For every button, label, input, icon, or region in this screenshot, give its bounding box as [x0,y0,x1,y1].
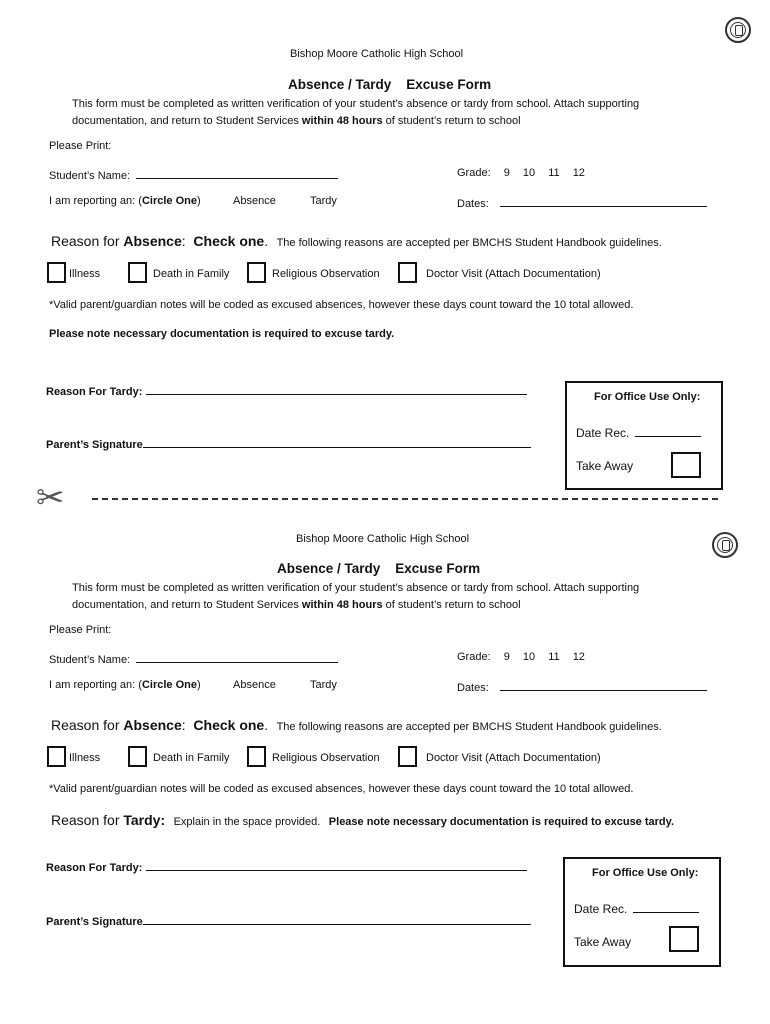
office-use-title-2: For Office Use Only: [592,867,699,879]
death-in-family-label-2: Death in Family [153,752,230,764]
grade-row-2 [457,651,585,663]
parent-signature-field[interactable] [143,436,531,448]
valid-note-2: *Valid parent/guardian notes will be coded as excused absences, however these days count toward the 10 total allowed. [49,783,634,795]
intro-line-2-2 [72,599,521,611]
religious-observation-checkbox-2[interactable] [247,746,266,767]
reporting-circle-one-2: Circle One [141,679,197,691]
intro-text: documentation, and return to Student Services [72,115,302,127]
illness-label-2: Illness [69,752,101,764]
intro-text-end-2: of student’s return to school [382,599,521,611]
dates-label-2: Dates: [457,682,489,694]
doctor-visit-checkbox[interactable] [398,262,417,283]
colon-text-2: : [181,717,194,733]
death-in-family-checkbox-2[interactable] [128,746,147,767]
school-seal-icon-2 [712,532,738,558]
illness-checkbox-2[interactable] [47,746,66,767]
death-in-family-checkbox[interactable] [128,262,147,283]
absence-option-2[interactable]: Absence [233,679,276,691]
colon-text: : [181,233,194,249]
tardy-option[interactable]: Tardy [310,195,337,207]
date-received-row [576,425,701,440]
tardy-word: Tardy: [123,812,166,828]
school-seal-icon [725,17,751,43]
dates-field-2[interactable] [500,679,707,691]
doctor-visit-label: Doctor Visit (Attach Documentation) [426,268,601,280]
reason-absence-heading-2 [51,717,662,735]
take-away-checkbox[interactable] [671,452,701,478]
grade-row [457,167,585,179]
death-in-family-label: Death in Family [153,268,230,280]
intro-line-2 [72,115,521,127]
intro-line-1: This form must be completed as written verification of your student’s absence or tardy from school. Attach supporting [72,98,640,110]
form-title: Absence / Tardy Excuse Form [288,77,492,92]
reason-absence-note: The following reasons are accepted per BMCHS Student Handbook guidelines. [276,237,662,249]
office-use-box-2 [563,857,721,967]
check-one-text: Check one [193,233,265,249]
tardy-option-2[interactable]: Tardy [310,679,337,691]
cut-line [92,498,718,500]
doctor-visit-label-2: Doctor Visit (Attach Documentation) [426,752,601,764]
grade-label-2: Grade: [457,651,491,663]
intro-deadline-2: within 48 hours [301,599,383,611]
grade-11[interactable]: 11 [548,167,560,179]
reason-tardy-label-2: Reason For Tardy: [46,862,143,874]
student-name-row [49,167,338,182]
period-text: . [264,233,269,249]
reason-tardy-field[interactable] [146,383,527,395]
absence-word: Absence [123,233,182,249]
reporting-row-2 [49,679,201,691]
documentation-note-2: Please note necessary documentation is required to excuse tardy. [328,816,674,828]
date-received-label-2: Date Rec. [574,902,628,916]
parent-signature-label: Parent’s Signature [46,439,143,451]
religious-observation-label: Religious Observation [272,268,380,280]
student-name-label: Student’s Name: [49,170,131,182]
grade-12[interactable]: 12 [572,167,585,179]
reason-for-text-2: Reason for [51,717,124,733]
reason-tardy-row-2 [46,859,527,874]
reason-absence-heading [51,233,662,251]
office-use-box [565,381,723,490]
date-received-label: Date Rec. [576,426,630,440]
please-print-label: Please Print: [49,140,112,152]
please-print-label-2: Please Print: [49,624,112,636]
documentation-note: Please note necessary documentation is required to excuse tardy. [49,328,395,340]
dates-field[interactable] [500,195,707,207]
take-away-label-2: Take Away [574,935,632,949]
reporting-label: I am reporting an: ( [49,195,142,207]
grade-9-2[interactable]: 9 [503,651,510,663]
reason-for-tardy-text: Reason for [51,812,124,828]
dates-row-2 [457,679,707,694]
student-name-label-2: Student’s Name: [49,654,131,666]
take-away-label: Take Away [576,459,634,473]
take-away-checkbox-2[interactable] [669,926,699,952]
illness-checkbox[interactable] [47,262,66,283]
absence-word-2: Absence [123,717,182,733]
parent-signature-row-2 [46,913,531,928]
date-received-row-2 [574,901,699,916]
date-received-field[interactable] [635,425,701,437]
student-name-field[interactable] [136,167,338,179]
reason-tardy-heading [51,812,674,830]
reporting-row [49,195,201,207]
grade-label: Grade: [457,167,491,179]
parent-signature-field-2[interactable] [143,913,531,925]
scissors-icon: ✂ [36,478,65,518]
reason-tardy-row [46,383,527,398]
reason-absence-note-2: The following reasons are accepted per BMCHS Student Handbook guidelines. [276,721,662,733]
dates-row [457,195,707,210]
check-one-text-2: Check one [193,717,265,733]
school-name: Bishop Moore Catholic High School [290,48,464,60]
religious-observation-checkbox[interactable] [247,262,266,283]
period-text-2: . [264,717,269,733]
grade-9[interactable]: 9 [503,167,510,179]
parent-signature-label-2: Parent’s Signature [46,916,143,928]
grade-12-2[interactable]: 12 [572,651,585,663]
reason-tardy-field-2[interactable] [146,859,527,871]
grade-11-2[interactable]: 11 [548,651,560,663]
reporting-close-2: ) [196,679,201,691]
illness-label: Illness [69,268,101,280]
student-name-field-2[interactable] [136,651,338,663]
grade-10[interactable]: 10 [522,167,536,179]
reporting-close: ) [196,195,201,207]
reason-for-text: Reason for [51,233,124,249]
reporting-circle-one: Circle One [141,195,197,207]
explain-text: Explain in the space provided. [173,816,321,828]
doctor-visit-checkbox-2[interactable] [398,746,417,767]
reason-tardy-label: Reason For Tardy: [46,386,143,398]
reporting-label-2: I am reporting an: ( [49,679,142,691]
valid-note: *Valid parent/guardian notes will be coded as excused absences, however these days count toward the 10 total allowed. [49,299,634,311]
form-title-2: Absence / Tardy Excuse Form [277,561,481,576]
grade-10-2[interactable]: 10 [522,651,536,663]
intro-line-1-2: This form must be completed as written verification of your student’s absence or tardy from school. Attach supporting [72,582,640,594]
intro-deadline: within 48 hours [301,115,383,127]
intro-text-end: of student’s return to school [382,115,521,127]
student-name-row-2 [49,651,338,666]
date-received-field-2[interactable] [633,901,699,913]
office-use-title: For Office Use Only: [594,391,701,403]
absence-option[interactable]: Absence [233,195,276,207]
intro-text-2: documentation, and return to Student Services [72,599,302,611]
dates-label: Dates: [457,198,489,210]
religious-observation-label-2: Religious Observation [272,752,380,764]
parent-signature-row [46,436,531,451]
school-name-2: Bishop Moore Catholic High School [296,533,470,545]
